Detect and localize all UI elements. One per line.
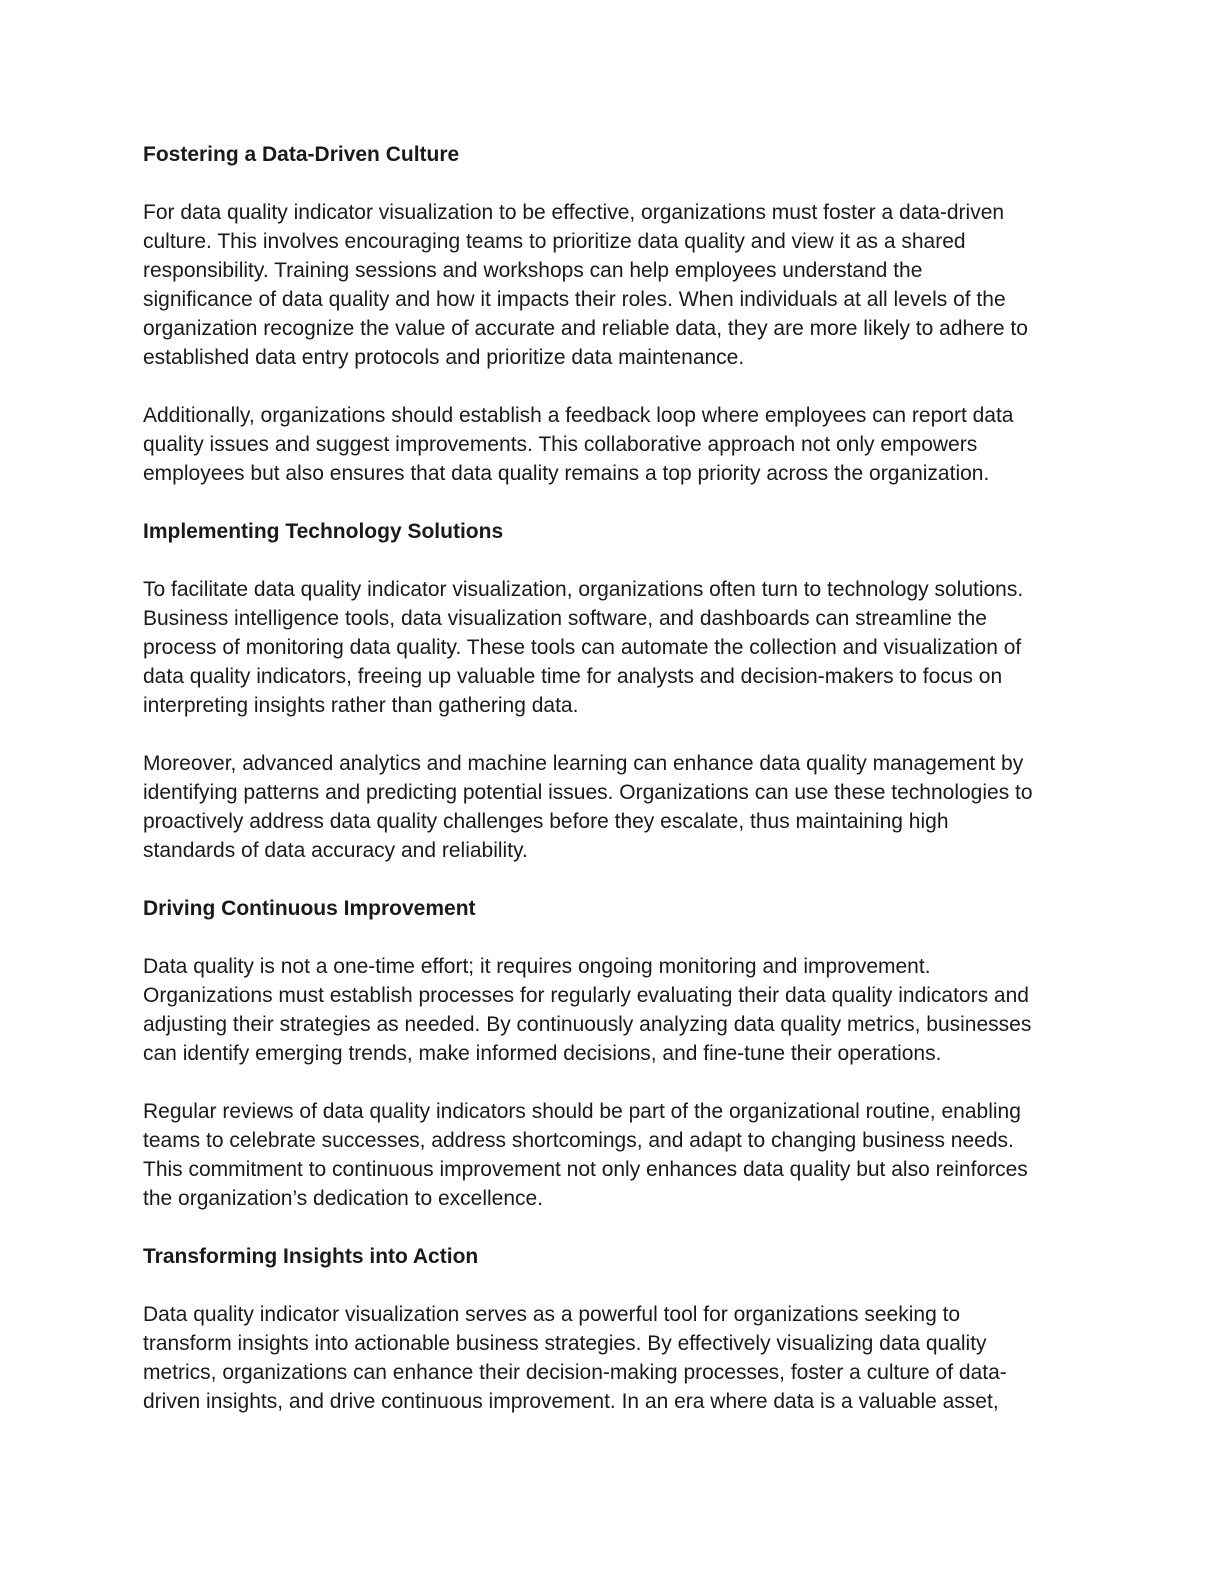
paragraph — [143, 952, 1083, 1068]
text-line: culture. This involves encouraging teams to prioritize data quality and view it as a shared — [143, 230, 966, 253]
text-line: Organizations must establish processes for regularly evaluating their data quality indicators and — [143, 984, 1029, 1007]
paragraph — [143, 401, 1083, 488]
section-heading: Transforming Insights into Action — [143, 1245, 479, 1268]
section-insights-into-action — [143, 1242, 1083, 1416]
text-line: responsibility. Training sessions and workshops can help employees understand the — [143, 259, 923, 282]
text-line: employees but also ensures that data quality remains a top priority across the organization. — [143, 462, 990, 485]
text-line: Additionally, organizations should establish a feedback loop where employees can report data — [143, 404, 1014, 427]
text-line: process of monitoring data quality. These tools can automate the collection and visualization of — [143, 636, 1022, 659]
text-line: can identify emerging trends, make informed decisions, and fine-tune their operations. — [143, 1042, 942, 1065]
text-line: Moreover, advanced analytics and machine learning can enhance data quality management by — [143, 752, 1024, 775]
text-line: teams to celebrate successes, address shortcomings, and adapt to changing business needs. — [143, 1129, 1014, 1152]
text-line: established data entry protocols and prioritize data maintenance. — [143, 346, 745, 369]
text-line: This commitment to continuous improvement not only enhances data quality but also reinforces — [143, 1158, 1028, 1181]
text-line: quality issues and suggest improvements. This collaborative approach not only empowers — [143, 433, 978, 456]
section-heading: Driving Continuous Improvement — [143, 897, 476, 920]
paragraph — [143, 749, 1083, 865]
document-page — [143, 140, 1083, 1416]
text-line: proactively address data quality challenges before they escalate, thus maintaining high — [143, 810, 949, 833]
text-line: standards of data accuracy and reliability. — [143, 839, 528, 862]
text-line: interpreting insights rather than gathering data. — [143, 694, 579, 717]
section-fostering-culture — [143, 140, 1083, 517]
text-line: Regular reviews of data quality indicators should be part of the organizational routine, enabling — [143, 1100, 1021, 1123]
text-line: the organization’s dedication to excellence. — [143, 1187, 544, 1210]
paragraph — [143, 198, 1083, 372]
text-line: significance of data quality and how it impacts their roles. When individuals at all levels of the — [143, 288, 1006, 311]
text-line: To facilitate data quality indicator visualization, organizations often turn to technology solutions. — [143, 578, 1024, 601]
text-line: transform insights into actionable business strategies. By effectively visualizing data quality — [143, 1332, 987, 1355]
text-line: Data quality indicator visualization serves as a powerful tool for organizations seeking to — [143, 1303, 961, 1326]
text-line: metrics, organizations can enhance their decision-making processes, foster a culture of data- — [143, 1361, 1007, 1384]
text-line: identifying patterns and predicting potential issues. Organizations can use these technologies to — [143, 781, 1033, 804]
text-line: Business intelligence tools, data visualization software, and dashboards can streamline the — [143, 607, 987, 630]
paragraph — [143, 1300, 1083, 1416]
section-continuous-improvement — [143, 894, 1083, 1242]
text-line: organization recognize the value of accurate and reliable data, they are more likely to adhere to — [143, 317, 1028, 340]
section-heading: Implementing Technology Solutions — [143, 520, 504, 543]
section-technology-solutions — [143, 517, 1083, 894]
text-line: data quality indicators, freeing up valuable time for analysts and decision-makers to focus on — [143, 665, 1003, 688]
text-line: driven insights, and drive continuous improvement. In an era where data is a valuable asset, — [143, 1390, 999, 1413]
paragraph — [143, 1097, 1083, 1213]
paragraph — [143, 575, 1083, 720]
text-line: Data quality is not a one-time effort; it requires ongoing monitoring and improvement. — [143, 955, 931, 978]
text-line: For data quality indicator visualization to be effective, organizations must foster a data-driven — [143, 201, 1005, 224]
text-line: adjusting their strategies as needed. By continuously analyzing data quality metrics, businesses — [143, 1013, 1032, 1036]
section-heading: Fostering a Data-Driven Culture — [143, 143, 460, 166]
